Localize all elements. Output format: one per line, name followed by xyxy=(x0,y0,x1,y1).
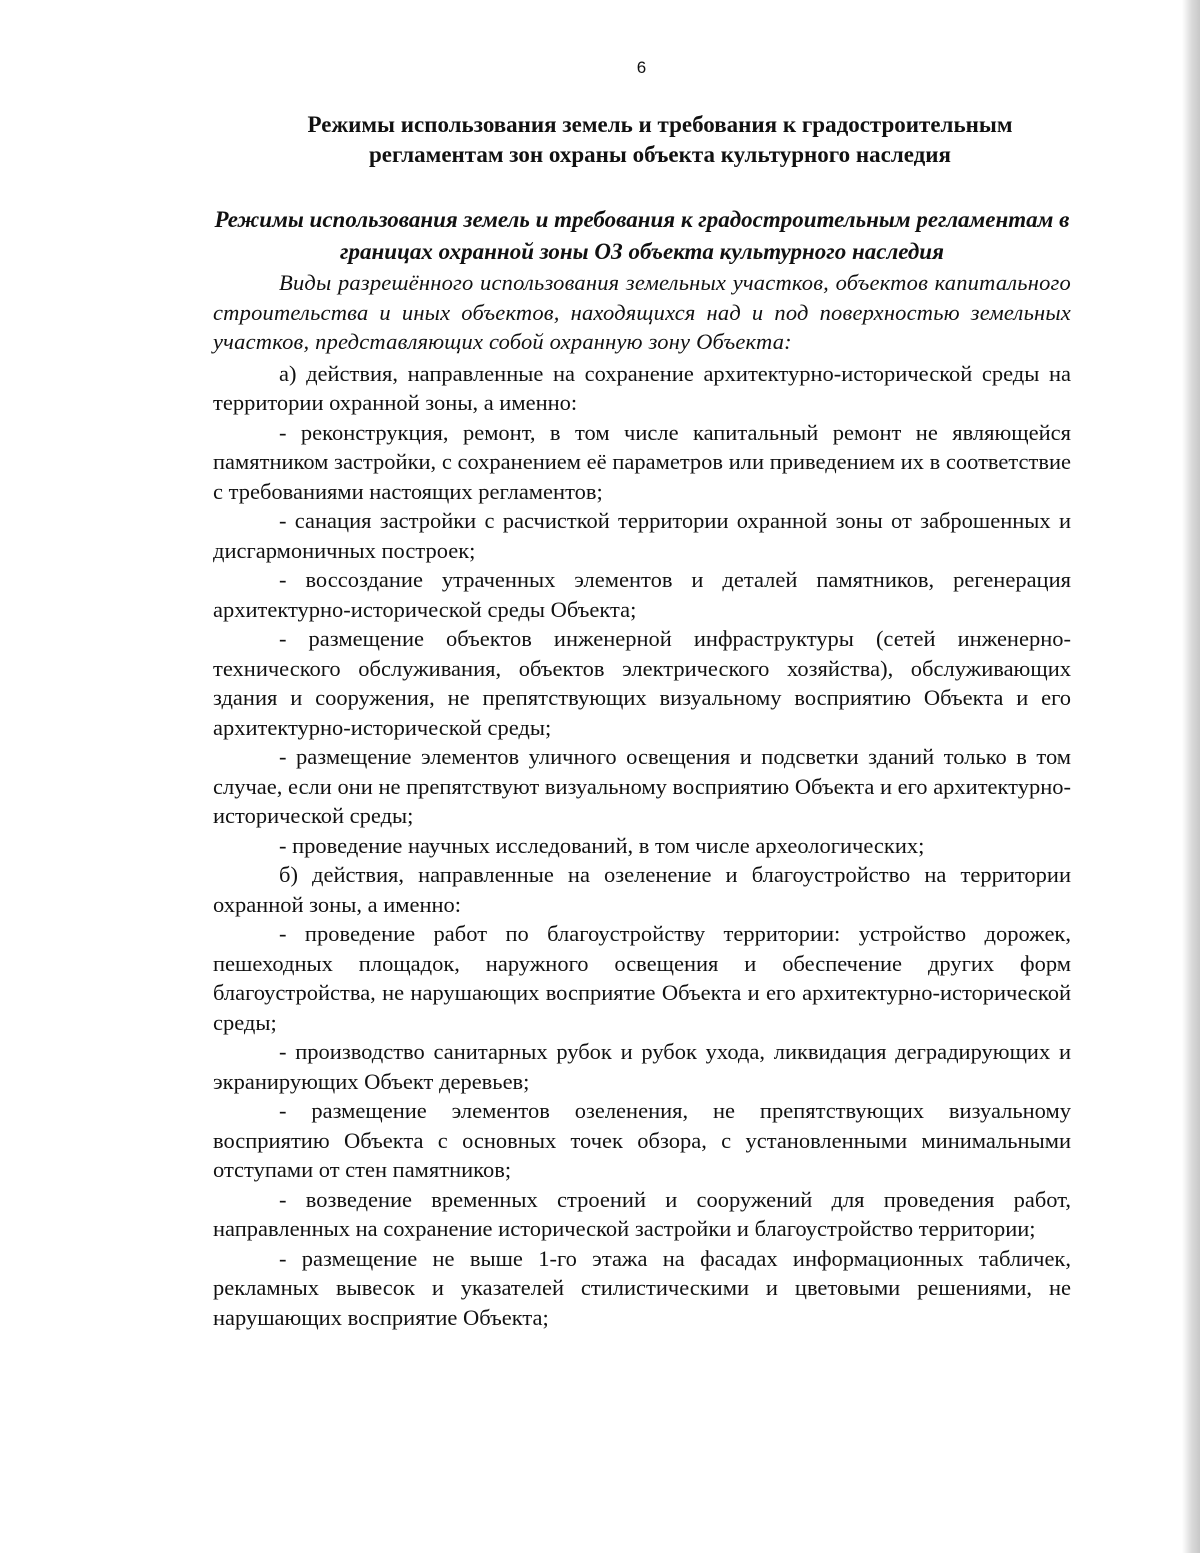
list-item: - санация застройки с расчисткой территории охранной зоны от заброшенных и дисгармоничных построек; xyxy=(213,508,1071,563)
document-body xyxy=(213,110,1071,1332)
list-item: - проведение научных исследований, в том числе археологических; xyxy=(279,832,925,858)
list-item: - размещение элементов уличного освещения и подсветки зданий только в том случае, если они не препятствуют визуальному восприятию Объекта и его архитектурно-исторической среды; xyxy=(213,744,1071,828)
paragraph-a: а) действия, направленные на сохранение архитектурно-исторической среды на территории охранной зоны, а именно: xyxy=(213,360,1071,415)
list-item: - воссоздание утраченных элементов и деталей памятников, регенерация архитектурно-исторической среды Объекта; xyxy=(213,567,1071,622)
list-item: - размещение элементов озеленения, не препятствующих визуальному восприятию Объекта с основных точек обзора, с установленными минимальными отступами от стен памятников; xyxy=(213,1098,1071,1182)
main-heading: Режимы использования земель и требования к градостроительным регламентам зон охраны объекта культурного наследия xyxy=(307,112,1013,167)
list-item: - возведение временных строений и сооружений для проведения работ, направленных на сохранение исторической застройки и благоустройство территории; xyxy=(213,1186,1071,1241)
list-item: - производство санитарных рубок и рубок ухода, ликвидация деградирующих и экранирующих Объект деревьев; xyxy=(213,1039,1071,1094)
list-item: - размещение объектов инженерной инфраструктуры (сетей инженерно-технического обслуживания, объектов электрического хозяйства), обслуживающих здания и сооружения, не препятствующих визуальному восприятию Объекта и его архитектурно-исторической среды; xyxy=(213,626,1071,740)
sub-heading: Режимы использования земель и требования к градостроительным регламентам в границах охранной зоны ОЗ объекта культурного наследия xyxy=(214,207,1070,264)
page-number: 6 xyxy=(636,58,647,77)
list-item: - размещение не выше 1-го этажа на фасадах информационных табличек, рекламных вывесок и указателей стилистическими и цветовыми решениями, не нарушающих восприятие Объекта; xyxy=(213,1245,1071,1330)
intro-paragraph: Виды разрешённого использования земельных участков, объектов капитального строительства и иных объектов, находящихся над и под поверхностью земельных участков, представляющих собой охранную зону Объекта: xyxy=(213,270,1071,354)
list-item: - проведение работ по благоустройству территории: устройство дорожек, пешеходных площадок, наружного освещения и обеспечение других форм благоустройства, не нарушающих восприятие Объекта и его архитектурно-исторической среды; xyxy=(213,921,1071,1035)
list-item: - реконструкция, ремонт, в том числе капитальный ремонт не являющейся памятником застройки, с сохранением её параметров или приведением их в соответствие с требованиями настоящих регламентов; xyxy=(213,419,1071,504)
paragraph-b: б) действия, направленные на озеленение и благоустройство на территории охранной зоны, а именно: xyxy=(213,862,1071,917)
scan-edge-shadow xyxy=(1100,0,1200,1553)
